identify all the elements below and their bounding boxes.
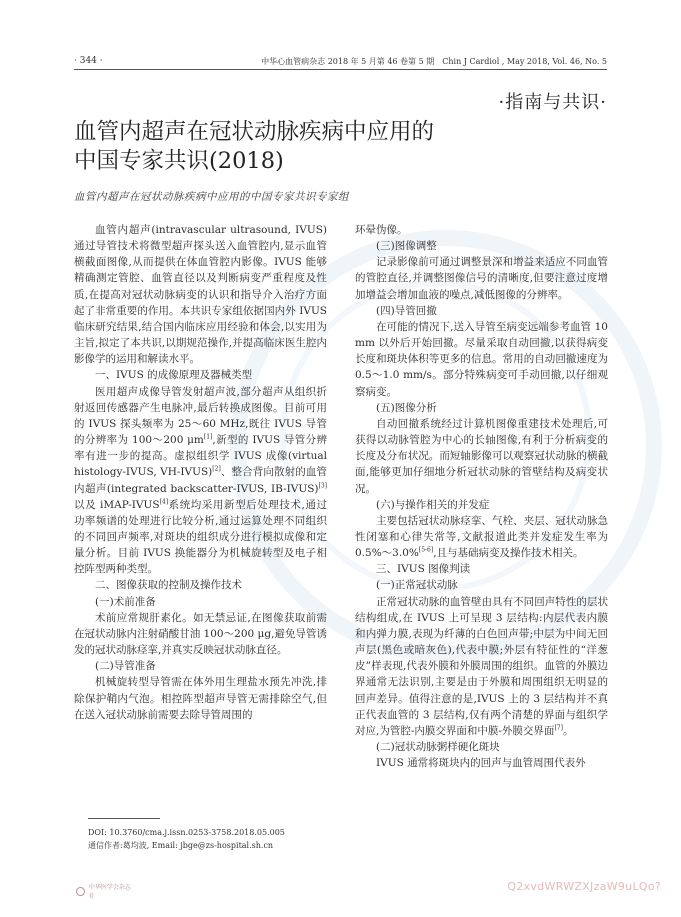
text-run: 主要包括冠状动脉痉挛、气栓、夹层、冠状动脉急性闭塞和心律失常等,文献报道此类并发症发生率为 0.5%～3.0%: [355, 514, 608, 560]
journal-header: 中华心血管病杂志 2018 年 5 月第 46 卷第 5 期 Chin J Cardiol , May 2018, Vol. 46, No. 5: [261, 57, 607, 66]
text-run: 系统均采用新型后处理技术,通过功率频谱的处理进行比较分析,通过运算处理不同组织的不同回声频率,对斑块的组织成分进行模拟成像和定量分析。目前 IVUS 换能器分为机械旋转型及电子相控阵型两种类型。: [74, 498, 327, 576]
publisher-logo-icon: [76, 887, 85, 896]
title-line-1: 血管内超声在冠状动脉疾病中应用的: [74, 119, 435, 145]
text-run: ,且与基础病变及操作技术相关。: [433, 547, 584, 560]
watermark-stamp: Q2xvdWRWZXJzaW9uLQo?: [507, 880, 661, 893]
author-group: 血管内超声在冠状动脉疾病中应用的中国专家共识专家组: [74, 191, 349, 203]
publisher-logo: [76, 884, 136, 900]
subsection-heading: (五)图像分析: [376, 401, 437, 414]
subsection-heading: (四)导管回撤: [376, 304, 437, 317]
paragraph: 在可能的情况下,送入导管至病变远端参考血管 10 mm 以外后开始回撤。尽量采取自动回撤,以获得病变长度和斑块体积等更多的信息。常用的自动回撤速度为 0.5～1.0 mm/s。部分特殊病变可手动回撤,以仔细观察病变。: [355, 320, 608, 398]
text-run: 正常冠状动脉的血管壁由具有不同回声特性的层状结构组成,在 IVUS 上可呈现 3 层结构:内层代表内膜和内弹力膜,表现为纤薄的白色回声带;中层为中间无回声层(黑色或暗灰色),代表中膜;外层有特征性的“洋葱皮”样表现,代表外膜和外膜周围的组织。血管的外膜边界通常无法识别,主要是由于外膜和周围组织无明显的回声差异。值得注意的是,IVUS 上的 3 层结构并不真正代表血管的 3 层结构,仅有两个清楚的界面与组织学对应,为管腔-内膜交界面和中膜-外膜交界面: [355, 595, 608, 737]
section-heading: 一、IVUS 的成像原理及器械类型: [95, 369, 253, 382]
publisher-logo-text: 中华医学会杂志社: [88, 884, 131, 900]
text-run: 、整合背向散射的血管内超声(integrated backscatter-IVUS, IB-IVUS): [74, 466, 328, 495]
doi-text: DOI: 10.3760/cma.j.issn.0253-3758.2018.05.005: [88, 828, 285, 837]
reference-mark: [4]: [159, 498, 169, 506]
paragraph: [355, 513, 608, 561]
title-line-2: 中国专家共识(2018): [74, 148, 284, 174]
text-run: 医用超声成像导管发射超声波,部分超声从组织折射返回传感器产生电脉冲,最后转换成图像。目前可用的 IVUS 探头频率为 25～60 MHz,既往 IVUS 导管的分辨率为 100～200 μm: [74, 385, 327, 447]
right-column: [355, 222, 608, 771]
paragraph: 术前应常规肝素化。如无禁忌证,在图像获取前需在冠状动脉内注射硝酸甘油 100～200 μg,避免导管诱发的冠状动脉痉挛,并真实反映冠状动脉直径。: [74, 611, 327, 657]
subsection-heading: (一)正常冠状动脉: [376, 579, 458, 592]
reference-mark: [1]: [203, 433, 213, 441]
reference-mark: [2]: [212, 465, 221, 473]
subsection-heading: (三)图像调整: [376, 240, 437, 253]
footnote-rule: [88, 818, 160, 819]
section-tag: ·指南与共识·: [498, 92, 607, 113]
paragraph: 血管内超声(intravascular ultrasound, IVUS)通过导管技术将微型超声探头送入血管腔内,显示血管横截面图像,从而提供在体血管腔内影像。IVUS 能够精确测定管腔、血管直径以及判断病变严重程度及性质,在提高对冠状动脉病变的认识和指导介入治疗方面起了非常重要的作用。本共识专家组依据国内外 IVUS 临床研究结果,结合国内临床应用经验和体会,以实用为主旨,拟定了本共识,以期规范操作,并提高临床医生腔内影像学的运用和解读水平。: [74, 224, 327, 366]
text-run: 以及 iMAP-IVUS: [74, 498, 160, 511]
text-run: ,新型的 IVUS 导管分辨率有进一步的提高。虚拟组织学 IVUS 成像(virtual histology-IVUS, VH-IVUS): [74, 434, 327, 479]
paragraph: 机械旋转型导管需在体外用生理盐水预先冲洗,排除保护鞘内气泡。相控阵型超声导管无需排除空气,但在送入冠状动脉前需要去除导管周围的: [74, 676, 327, 721]
left-column: [74, 222, 327, 723]
article-title: [74, 118, 434, 176]
paragraph: IVUS 通常将斑块内的回声与血管周围代表外: [376, 757, 586, 770]
paragraph: 记录影像前可通过调整景深和增益来适应不同血管的管腔直径,并调整图像信号的清晰度,但要注意过度增加增益会增加血液的噪点,减低图像的分辨率。: [355, 256, 608, 301]
reference-mark: [3]: [318, 482, 327, 489]
header-rule: [74, 69, 607, 70]
section-heading: 二、图像获取的控制及操作技术: [95, 579, 242, 592]
corresponding-author: 通信作者:葛均波, Email: jbge@zs-hospital.sh.cn: [88, 841, 274, 850]
footnote: [88, 826, 285, 852]
paragraph: 环晕伪像。: [355, 224, 408, 236]
page-number: · 344 ·: [74, 56, 103, 66]
reference-mark: [5-6]: [418, 546, 434, 554]
subsection-heading: (二)导管准备: [95, 660, 156, 673]
paragraph: [355, 594, 608, 739]
subsection-heading: (六)与操作相关的并发症: [376, 498, 490, 511]
section-heading: 三、IVUS 图像判读: [376, 563, 471, 576]
paragraph: [74, 384, 327, 578]
subsection-heading: (二)冠状动脉粥样硬化斑块: [376, 741, 500, 753]
paragraph: 自动回撤系统经过计算机图像重建技术处理后,可获得以动脉管腔为中心的长轴图像,有利于分析病变的长度及分布状况。而短轴影像可以观察冠状动脉的横截面,能够更加仔细地分析冠状动脉的管壁结构及病变状况。: [355, 417, 608, 495]
text-run: 。: [562, 724, 574, 737]
subsection-heading: (一)术前准备: [95, 595, 156, 608]
reference-mark: [7]: [554, 724, 563, 732]
